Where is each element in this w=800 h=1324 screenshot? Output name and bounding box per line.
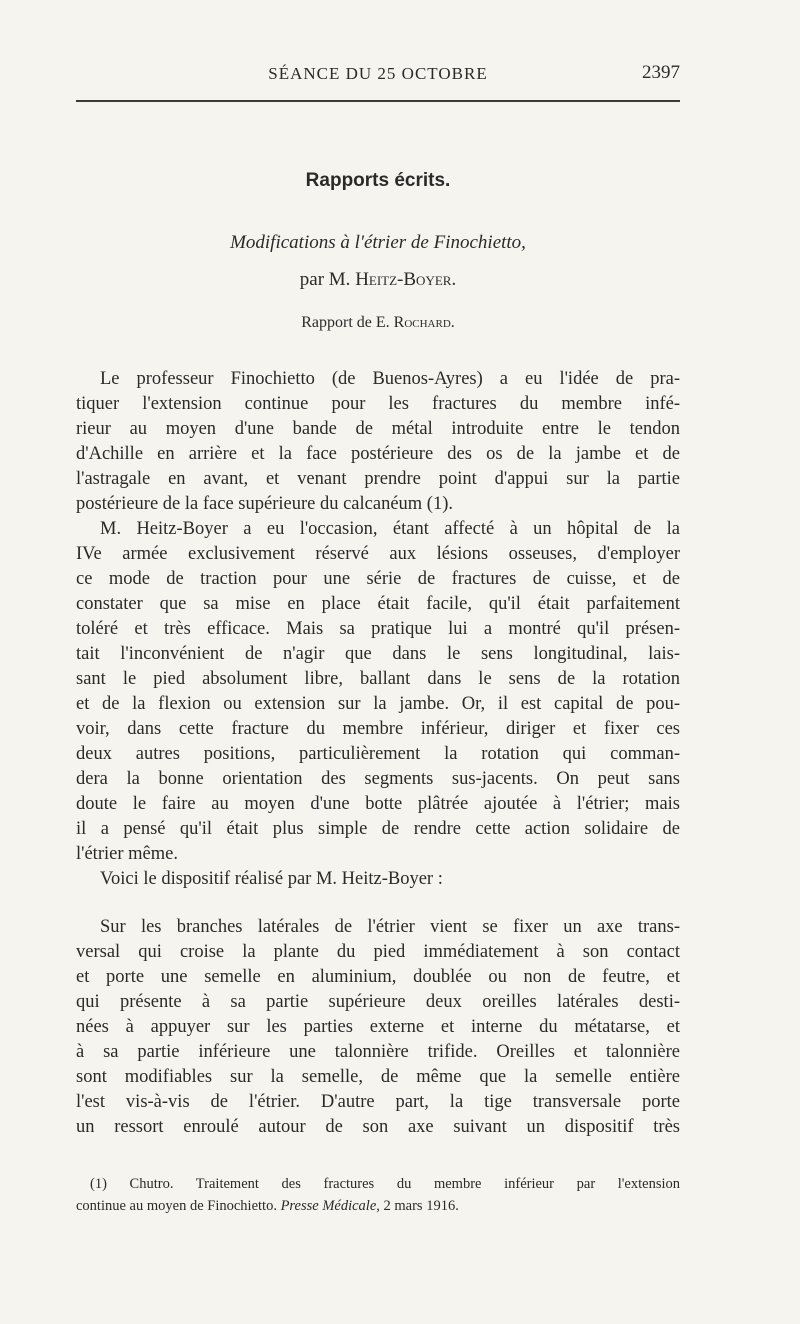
body-line: l'étrier même. [76, 844, 178, 864]
running-title: SÉANCE DU 25 OCTOBRE [268, 64, 488, 83]
body-line: dera la bonne orientation des segments sus-jacents. On peut sans [76, 769, 680, 789]
body-line: deux autres positions, particulièrement la rotation qui comman- [76, 744, 680, 764]
footnote-journal: Presse Médicale [280, 1198, 377, 1214]
body-line: tait l'inconvénient de n'agir que dans le sens longitudinal, lais- [76, 644, 680, 664]
footnote-text: continue au moyen de Finochietto. [76, 1198, 281, 1214]
body-line: M. Heitz-Boyer a eu l'occasion, étant affecté à un hôpital de la [100, 519, 680, 539]
body-line: d'Achille en arrière et la face postérieure des os de la jambe et de [76, 444, 680, 464]
body-line: l'astragale en avant, et venant prendre point d'appui sur la partie [76, 469, 680, 489]
body-line: nées à appuyer sur les parties externe et interne du métatarse, et [76, 1017, 680, 1037]
body-line: ce mode de traction pour une série de fractures de cuisse, et de [76, 569, 680, 589]
body-line: sont modifiables sur la semelle, de même que la semelle entière [76, 1067, 680, 1087]
body-line: et porte une semelle en aluminium, doublée ou non de feutre, et [76, 967, 680, 987]
article-author [76, 269, 680, 291]
article-title: Modifications à l'étrier de Finochietto, [230, 232, 526, 253]
running-header [76, 64, 680, 88]
body-line: constater que sa mise en place était facile, qu'il était parfaitement [76, 594, 680, 614]
body-line: doute le faire au moyen d'une botte plâtrée ajoutée à l'étrier; mais [76, 794, 680, 814]
author-name: Heitz-Boyer. [355, 269, 457, 290]
page-number: 2397 [642, 62, 680, 83]
reporter-prefix: Rapport de E. [301, 314, 394, 331]
body-line: Sur les branches latérales de l'étrier vient se fixer un axe trans- [100, 917, 680, 937]
body-line: et de la flexion ou extension sur la jambe. Or, il est capital de pou- [76, 694, 680, 714]
body-line: rieur au moyen d'une bande de métal introduite entre le tendon [76, 419, 680, 439]
body-line: postérieure de la face supérieure du calcanéum (1). [76, 494, 453, 514]
body-line: qui présente à sa partie supérieure deux oreilles latérales desti- [76, 992, 680, 1012]
body-line: versal qui croise la plante du pied immédiatement à son contact [76, 942, 680, 962]
body-line: Voici le dispositif réalisé par M. Heitz-Boyer : [100, 869, 443, 889]
report-attribution [76, 314, 680, 332]
footnote-line [76, 1196, 680, 1216]
body-line: sant le pied absolument libre, ballant dans le sens de la rotation [76, 669, 680, 689]
section-title: Rapports écrits. [305, 170, 451, 191]
body-line: toléré et très efficace. Mais sa pratique lui a montré qu'il présen- [76, 619, 680, 639]
author-prefix: par M. [299, 269, 356, 290]
footnote-line: (1) Chutro. Traitement des fractures du membre inférieur par l'extension [90, 1176, 680, 1192]
body-line: IVe armée exclusivement réservé aux lésions osseuses, d'employer [76, 544, 680, 564]
body-line: l'est vis-à-vis de l'étrier. D'autre part, la tige transversale porte [76, 1092, 680, 1112]
body-line: il a pensé qu'il était plus simple de rendre cette action solidaire de [76, 819, 680, 839]
body-line: à sa partie inférieure une talonnière trifide. Oreilles et talonnière [76, 1042, 680, 1062]
body-line: Le professeur Finochietto (de Buenos-Ayres) a eu l'idée de pra- [100, 369, 680, 389]
body-line: voir, dans cette fracture du membre inférieur, diriger et fixer ces [76, 719, 680, 739]
body-line: tiquer l'extension continue pour les fractures du membre infé- [76, 394, 680, 414]
header-rule [76, 100, 680, 102]
reporter-name: Rochard. [393, 314, 455, 331]
body-line: un ressort enroulé autour de son axe suivant un dispositif très [76, 1117, 680, 1137]
footnote-date: , 2 mars 1916. [376, 1198, 459, 1214]
